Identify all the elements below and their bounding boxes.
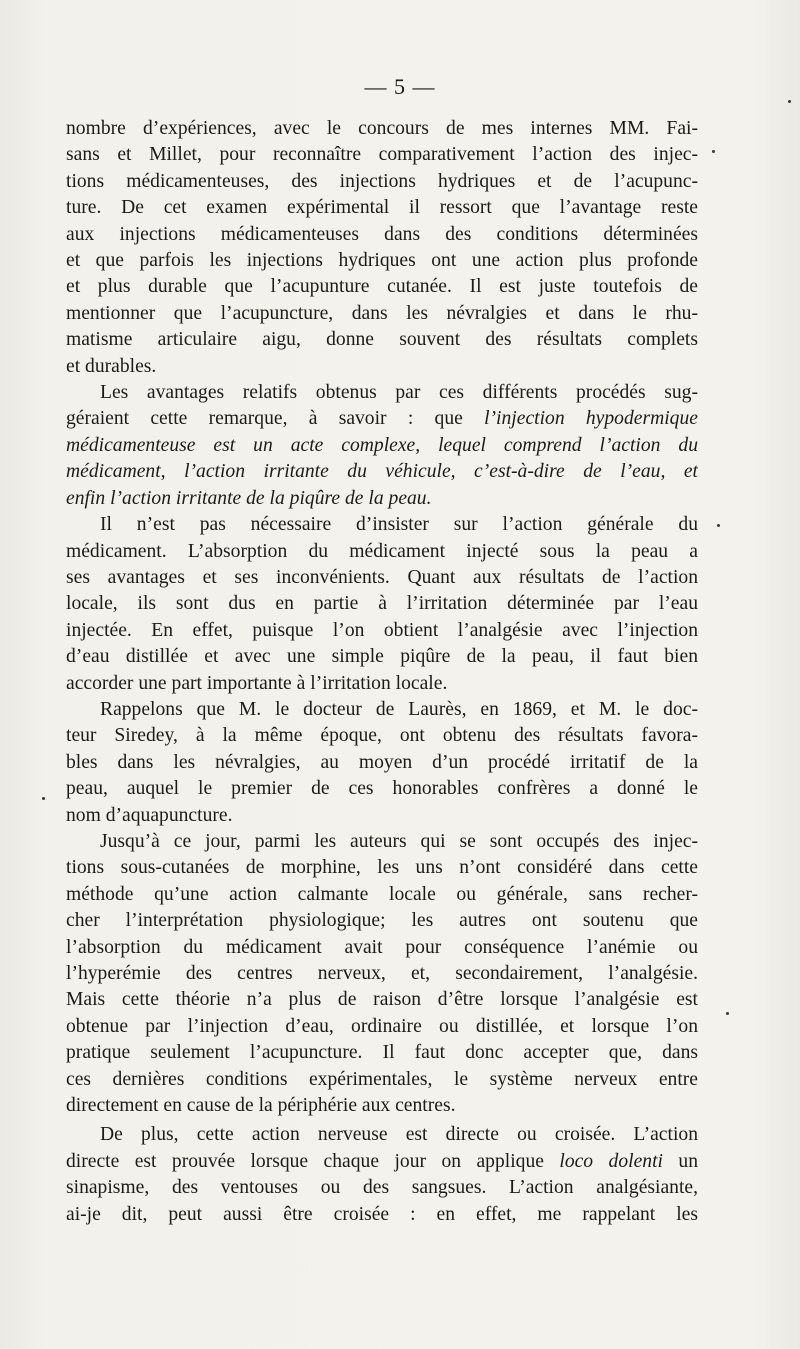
text-line: sinapisme, des ventouses ou des sangsues. L’action analgésiante, xyxy=(66,1177,698,1199)
paragraph-6 xyxy=(66,1122,698,1228)
text-line: accorder une part importante à l’irritation locale. xyxy=(66,672,448,694)
text-line: De plus, cette action nerveuse est directe ou croisée. L’action xyxy=(100,1124,698,1146)
italic-run: enfin l’action irritante de la piqûre de la peau. xyxy=(66,487,432,509)
text-line: mentionner que l’acupuncture, dans les névralgies et dans le rhu- xyxy=(66,302,698,324)
text-line xyxy=(66,433,698,459)
text-run: Les avantages relatifs obtenus par ces différents procédés sug- xyxy=(100,382,698,404)
text-line xyxy=(66,459,698,485)
text-line xyxy=(66,380,698,406)
text-line: Rappelons que M. le docteur de Laurès, en 1869, et M. le doc- xyxy=(100,698,698,720)
text-line: l’absorption du médicament avait pour conséquence l’anémie ou xyxy=(66,936,698,958)
italic-run: médicamenteuse est un acte complexe, lequel comprend l’action du xyxy=(66,434,698,456)
text-run: directe est prouvée lorsque chaque jour on applique xyxy=(66,1150,560,1172)
italic-run: médicament, xyxy=(66,461,185,483)
text-line: ces dernières conditions expérimentales, le système nerveux entre xyxy=(66,1068,698,1090)
italic-run: loco dolenti xyxy=(559,1150,663,1172)
text-line: et que parfois les injections hydriques ont une action plus profonde xyxy=(66,250,698,272)
text-line: pratique seulement l’acupuncture. Il faut donc accepter que, dans xyxy=(66,1042,698,1064)
text-run: géraient cette remarque, à savoir : que xyxy=(66,408,485,430)
paragraph-4 xyxy=(66,697,698,829)
paragraph-3 xyxy=(66,512,698,697)
text-line: bles dans les névralgies, au moyen d’un procédé irritatif de la xyxy=(66,751,698,773)
scan-speck xyxy=(42,797,45,800)
scan-speck xyxy=(726,1012,729,1015)
text-line: et durables. xyxy=(66,355,157,377)
paragraph-2 xyxy=(66,380,698,512)
text-line: médicament. L’absorption du médicament injecté sous la peau a xyxy=(66,540,698,562)
paragraph-1 xyxy=(66,116,698,380)
text-line: ses avantages et ses inconvénients. Quant aux résultats de l’action xyxy=(66,566,698,588)
text-line: Mais cette théorie n’a plus de raison d’être lorsque l’analgésie est xyxy=(66,989,698,1011)
text-line: cher l’interprétation physiologique; les autres ont soutenu que xyxy=(66,910,698,932)
text-line xyxy=(66,1149,698,1175)
text-line: teur Siredey, à la même époque, ont obtenu des résultats favora- xyxy=(66,725,698,747)
text-line: obtenue par l’injection d’eau, ordinaire ou distillée, et lorsque l’on xyxy=(66,1015,698,1037)
text-line: sans et Millet, pour reconnaître comparativement l’action des injec- xyxy=(66,144,698,166)
text-line: aux injections médicamenteuses dans des conditions déterminées xyxy=(66,223,698,245)
text-run: un xyxy=(662,1150,698,1172)
text-line: tions médicamenteuses, des injections hydriques et de l’acupunc- xyxy=(66,170,698,192)
page-number: — 5 — xyxy=(364,74,436,99)
text-line: méthode qu’une action calmante locale ou générale, sans recher- xyxy=(66,883,698,905)
text-line: peau, auquel le premier de ces honorables confrères a donné le xyxy=(66,778,698,800)
scan-speck xyxy=(717,524,720,527)
text-line: nombre d’expériences, avec le concours de mes internes MM. Fai- xyxy=(66,118,698,139)
text-line: directement en cause de la périphérie aux centres. xyxy=(66,1095,456,1117)
italic-run: l’action irritante du véhicule, c’est-à-dire de l’eau, et xyxy=(184,461,698,483)
scan-speck xyxy=(788,100,791,103)
text-line: tions sous-cutanées de morphine, les uns n’ont considéré dans cette xyxy=(66,857,698,879)
paragraph-5 xyxy=(66,829,698,1119)
text-line: l’hyperémie des centres nerveux, et, secondairement, l’analgésie. xyxy=(66,963,698,984)
text-line: d’eau distillée et avec une simple piqûre de la peau, il faut bien xyxy=(66,646,698,668)
text-line: injectée. En effet, puisque l’on obtient l’analgésie avec l’injection xyxy=(66,619,698,641)
scan-speck xyxy=(712,150,715,153)
text-line xyxy=(66,486,698,512)
body-text xyxy=(66,116,698,1228)
text-line: nom d’aquapuncture. xyxy=(66,804,233,826)
text-line xyxy=(66,406,698,432)
text-line: Il n’est pas nécessaire d’insister sur l’action générale du xyxy=(100,514,698,536)
text-line: matisme articulaire aigu, donne souvent des résultats complets xyxy=(66,329,698,351)
text-line: et plus durable que l’acupunture cutanée. Il est juste toutefois de xyxy=(66,276,698,298)
text-line: locale, ils sont dus en partie à l’irritation déterminée par l’eau xyxy=(66,593,698,615)
text-line: Jusqu’à ce jour, parmi les auteurs qui se sont occupés des injec- xyxy=(100,830,698,852)
italic-run: l’injection hypodermique xyxy=(484,408,698,430)
text-line: ai-je dit, peut aussi être croisée : en effet, me rappelant les xyxy=(66,1203,698,1225)
text-line: ture. De cet examen expérimental il ressort que l’avantage reste xyxy=(66,197,698,219)
